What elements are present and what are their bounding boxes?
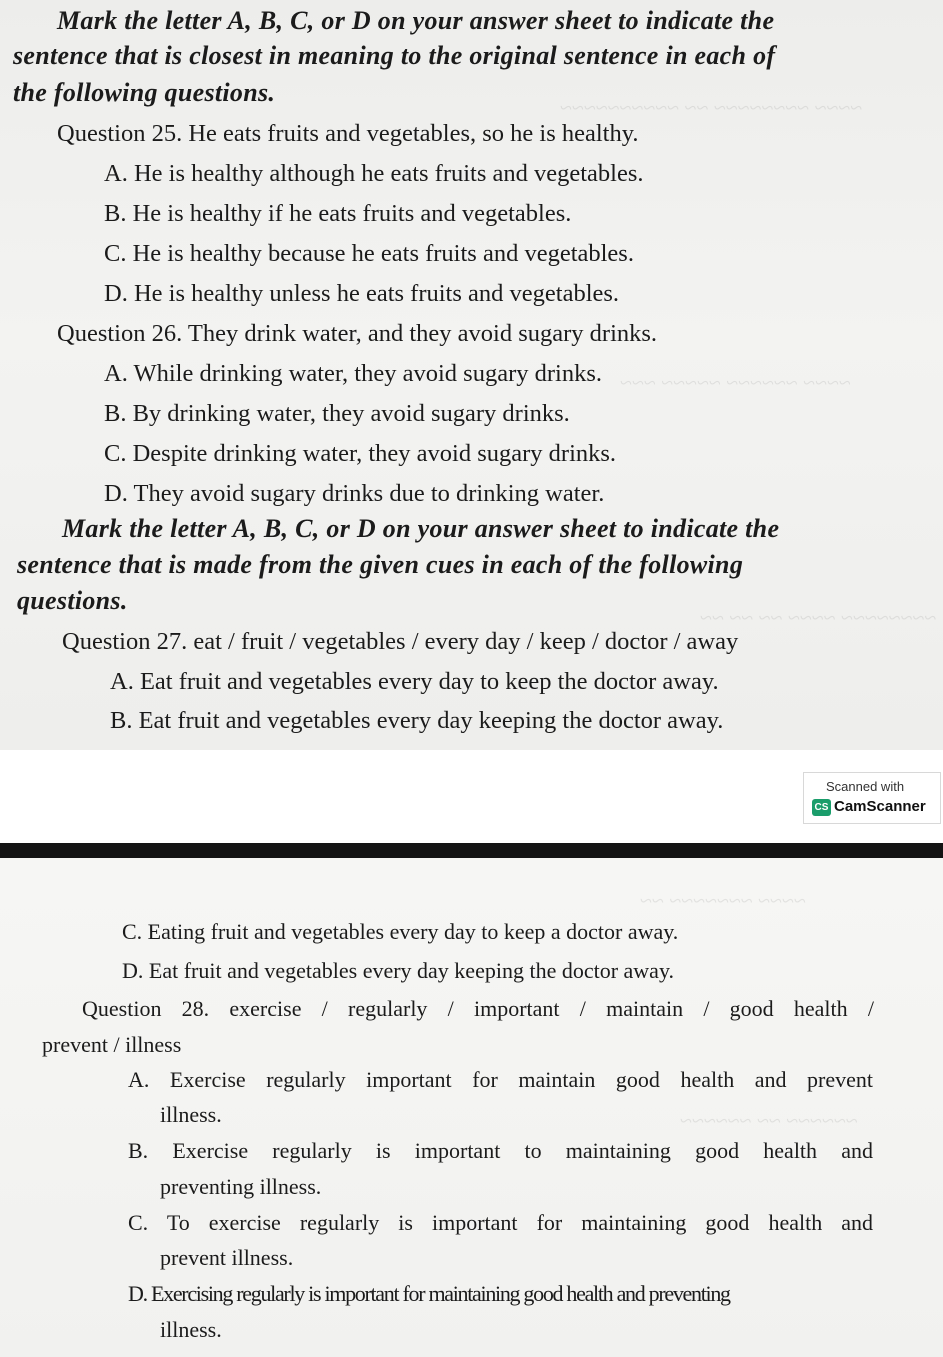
question-25-prompt: Question 25. He eats fruits and vegetables, so he is healthy.: [57, 120, 639, 147]
camscanner-watermark: [803, 772, 941, 824]
q25-option-b: B. He is healthy if he eats fruits and vegetables.: [104, 200, 572, 227]
bleed-through-decoration: ~~~~ ~~~~~~~ ~~: [640, 888, 806, 913]
q28-option-c-cont: prevent illness.: [160, 1245, 294, 1270]
q28-option-c: C. To exercise regularly is important for maintaining good health and: [128, 1210, 873, 1235]
q26-option-c: C. Despite drinking water, they avoid sugary drinks.: [104, 440, 617, 467]
instruction-line: Mark the letter A, B, C, or D on your answer sheet to indicate the: [57, 6, 775, 35]
q26-option-d: D. They avoid sugary drinks due to drinking water.: [104, 480, 605, 507]
question-26-prompt: Question 26. They drink water, and they avoid sugary drinks.: [57, 320, 658, 347]
q25-option-a: A. He is healthy although he eats fruits and vegetables.: [104, 160, 644, 187]
page-divider-bar: [0, 843, 943, 858]
q27-option-d: D. Eat fruit and vegetables every day keeping the doctor away.: [122, 958, 675, 983]
scanned-page-bottom: [0, 858, 943, 1357]
question-28-prompt-cont: prevent / illness: [42, 1032, 182, 1057]
q25-option-c: C. He is healthy because he eats fruits and vegetables.: [104, 240, 634, 267]
bleed-through-decoration: ~~~~ ~~~~~~~~ ~~ ~~~~~~~~~~: [560, 95, 863, 120]
q28-option-b: B. Exercise regularly is important to maintaining good health and: [128, 1138, 873, 1163]
scanned-with-label: Scanned with: [826, 779, 905, 794]
page-gap: [0, 750, 943, 843]
bleed-through-decoration: ~~~~~~~~ ~~~~ ~~ ~~ ~~: [700, 605, 937, 630]
q26-option-b: B. By drinking water, they avoid sugary drinks.: [104, 400, 570, 427]
instruction-line: Mark the letter A, B, C, or D on your answer sheet to indicate the: [62, 514, 780, 543]
question-27-prompt: Question 27. eat / fruit / vegetables / every day / keep / doctor / away: [62, 628, 739, 655]
q28-option-b-cont: preventing illness.: [160, 1174, 322, 1199]
q28-option-a: A. Exercise regularly important for maintain good health and prevent: [128, 1067, 873, 1092]
question-28-prompt: Question 28. exercise / regularly / important / maintain / good health /: [82, 996, 874, 1021]
q28-option-d-cont: illness.: [160, 1317, 222, 1342]
q28-option-a-cont: illness.: [160, 1102, 222, 1127]
camscanner-logo-icon: CS: [812, 799, 831, 816]
q27-option-c: C. Eating fruit and vegetables every day to keep a doctor away.: [122, 919, 679, 944]
q26-option-a: A. While drinking water, they avoid sugary drinks.: [104, 360, 602, 387]
instruction-line: sentence that is closest in meaning to the original sentence in each of: [13, 41, 776, 70]
camscanner-name: CamScanner: [834, 798, 926, 815]
bleed-through-decoration: ~~~~ ~~~~~~ ~~~~~ ~~~: [620, 370, 851, 395]
q27-option-a: A. Eat fruit and vegetables every day to keep the doctor away.: [110, 668, 719, 695]
q25-option-d: D. He is healthy unless he eats fruits and vegetables.: [104, 280, 620, 307]
bleed-through-decoration: ~~~~~~ ~~ ~~~~~~: [680, 1108, 858, 1133]
instruction-line: sentence that is made from the given cues in each of the following: [17, 550, 744, 579]
q28-option-d: D. Exercising regularly is important for maintaining good health and preventing: [128, 1281, 730, 1306]
instruction-line: questions.: [17, 586, 128, 615]
q27-option-b: B. Eat fruit and vegetables every day keeping the doctor away.: [110, 707, 724, 734]
instruction-line: the following questions.: [13, 78, 276, 107]
